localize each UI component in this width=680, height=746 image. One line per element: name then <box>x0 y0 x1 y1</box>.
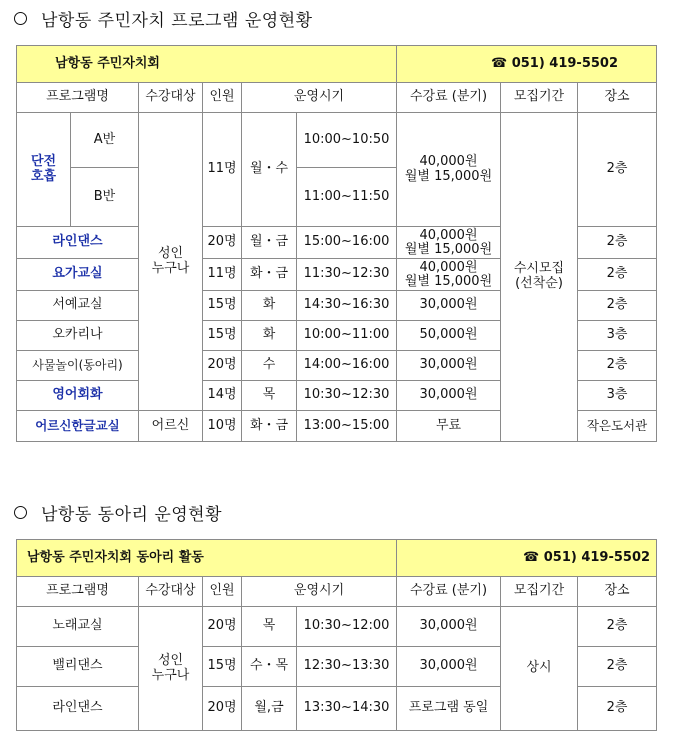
section2-heading <box>14 500 222 525</box>
phone-number: ☎ 051) 419-5502 <box>397 540 657 577</box>
table-header-bar <box>17 46 657 83</box>
time: 11:30~12:30 <box>297 259 397 291</box>
org-name: 남항동 주민자치회 동아리 활동 <box>17 540 397 577</box>
count: 20명 <box>203 227 242 259</box>
place: 2층 <box>578 647 657 687</box>
fee: 40,000원 월별 15,000원 <box>397 259 501 291</box>
col-target: 수강대상 <box>139 577 203 607</box>
program-name: 영어회화 <box>17 381 139 411</box>
program-name: 밸리댄스 <box>17 647 139 687</box>
days: 화・금 <box>242 411 297 442</box>
count: 15명 <box>203 291 242 321</box>
class-a: A반 <box>71 113 139 168</box>
col-place: 장소 <box>578 83 657 113</box>
section2-title: 남항동 동아리 운영현황 <box>41 505 223 525</box>
place: 2층 <box>578 607 657 647</box>
section1-heading <box>14 6 313 31</box>
column-header-row <box>17 83 657 113</box>
place: 2층 <box>578 227 657 259</box>
time: 12:30~13:30 <box>297 647 397 687</box>
circle-bullet-icon <box>14 12 27 25</box>
days: 화 <box>242 291 297 321</box>
count: 15명 <box>203 321 242 351</box>
place: 2층 <box>578 259 657 291</box>
col-recruit: 모집기간 <box>501 83 578 113</box>
section1-title: 남항동 주민자치 프로그램 운영현황 <box>41 11 313 31</box>
place: 2층 <box>578 687 657 731</box>
days: 월・금 <box>242 227 297 259</box>
fee: 무료 <box>397 411 501 442</box>
column-header-row <box>17 577 657 607</box>
program-name: 라인댄스 <box>17 687 139 731</box>
time: 13:30~14:30 <box>297 687 397 731</box>
days: 화・금 <box>242 259 297 291</box>
recruit-period: 상시 <box>501 607 578 731</box>
fee: 30,000원 <box>397 291 501 321</box>
time: 10:00~11:00 <box>297 321 397 351</box>
count: 20명 <box>203 687 242 731</box>
col-schedule: 운영시기 <box>242 83 397 113</box>
count: 14명 <box>203 381 242 411</box>
count: 15명 <box>203 647 242 687</box>
col-program: 프로그램명 <box>17 83 139 113</box>
place: 3층 <box>578 381 657 411</box>
table-header-bar <box>17 540 657 577</box>
phone-number: ☎ 051) 419-5502 <box>397 46 657 83</box>
fee: 40,000원 월별 15,000원 <box>397 227 501 259</box>
fee: 50,000원 <box>397 321 501 351</box>
time: 13:00~15:00 <box>297 411 397 442</box>
fee-dan: 40,000원 월별 15,000원 <box>397 113 501 227</box>
time: 10:30~12:00 <box>297 607 397 647</box>
program-name: 오카리나 <box>17 321 139 351</box>
table-row <box>17 607 657 647</box>
place: 3층 <box>578 321 657 351</box>
col-count: 인원 <box>203 577 242 607</box>
club-table <box>16 539 657 731</box>
program-table <box>16 45 657 442</box>
days: 수 <box>242 351 297 381</box>
program-name: 요가교실 <box>17 259 139 291</box>
place: 2층 <box>578 351 657 381</box>
days-dan: 월・수 <box>242 113 297 227</box>
time: 14:00~16:00 <box>297 351 397 381</box>
count: 10명 <box>203 411 242 442</box>
time-a: 10:00~10:50 <box>297 113 397 168</box>
fee: 30,000원 <box>397 647 501 687</box>
org-name: 남항동 주민자치회 <box>17 46 397 83</box>
time-b: 11:00~11:50 <box>297 168 397 227</box>
time: 15:00~16:00 <box>297 227 397 259</box>
place: 작은도서관 <box>578 411 657 442</box>
col-target: 수강대상 <box>139 83 203 113</box>
class-b: B반 <box>71 168 139 227</box>
days: 화 <box>242 321 297 351</box>
col-fee: 수강료 (분기) <box>397 83 501 113</box>
target-adults: 성인 누구나 <box>139 113 203 411</box>
program-name: 노래교실 <box>17 607 139 647</box>
program-name: 어르신한글교실 <box>17 411 139 442</box>
days: 목 <box>242 607 297 647</box>
days: 월,금 <box>242 687 297 731</box>
target-elders: 어르신 <box>139 411 203 442</box>
count: 20명 <box>203 351 242 381</box>
days: 수・목 <box>242 647 297 687</box>
time: 14:30~16:30 <box>297 291 397 321</box>
fee: 30,000원 <box>397 381 501 411</box>
col-fee: 수강료 (분기) <box>397 577 501 607</box>
place-dan: 2층 <box>578 113 657 227</box>
days: 목 <box>242 381 297 411</box>
table-row <box>17 113 657 168</box>
col-place: 장소 <box>578 577 657 607</box>
col-schedule: 운영시기 <box>242 577 397 607</box>
fee: 30,000원 <box>397 351 501 381</box>
program-name: 라인댄스 <box>17 227 139 259</box>
circle-bullet-icon <box>14 506 27 519</box>
count: 11명 <box>203 259 242 291</box>
col-program: 프로그램명 <box>17 577 139 607</box>
recruit-period: 수시모집 (선착순) <box>501 113 578 442</box>
count-dan: 11명 <box>203 113 242 227</box>
fee: 30,000원 <box>397 607 501 647</box>
col-count: 인원 <box>203 83 242 113</box>
time: 10:30~12:30 <box>297 381 397 411</box>
program-name: 서예교실 <box>17 291 139 321</box>
target-adults: 성인 누구나 <box>139 607 203 731</box>
program-name-dan: 단전 호흡 <box>17 113 71 227</box>
count: 20명 <box>203 607 242 647</box>
col-recruit: 모집기간 <box>501 577 578 607</box>
place: 2층 <box>578 291 657 321</box>
program-name: 사물놀이(동아리) <box>17 351 139 381</box>
fee: 프로그램 동일 <box>397 687 501 731</box>
